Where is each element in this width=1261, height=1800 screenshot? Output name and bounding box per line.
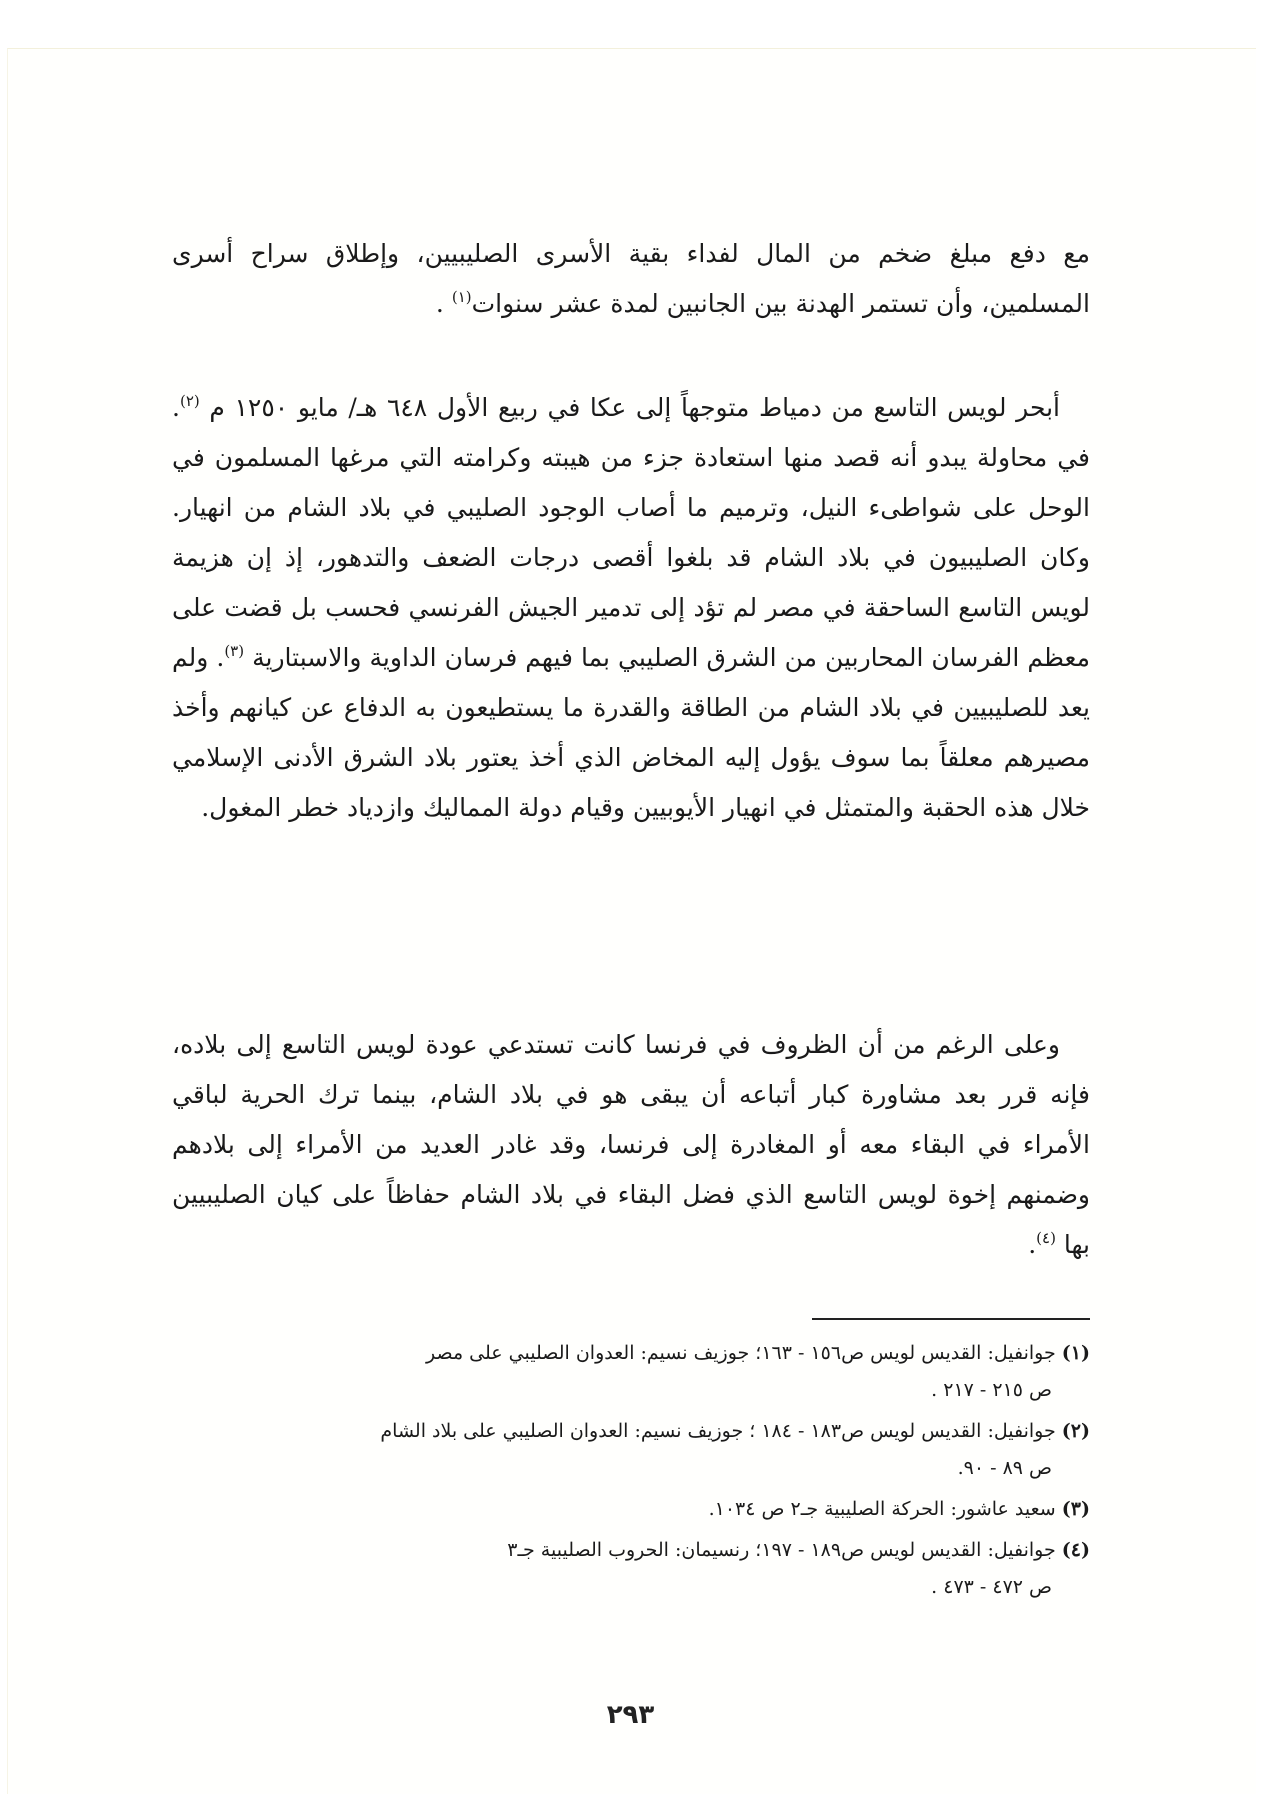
- footnote-ref-4[interactable]: (٤): [1036, 1229, 1056, 1247]
- footnote-text: جوانفيل: القديس لويس ص١٨٩ - ١٩٧؛ رنسيمان: الحروب الصليبية جـ٣: [507, 1539, 1056, 1561]
- footnote-number: (٤): [1061, 1539, 1090, 1561]
- paragraph-3-tail: .: [1028, 1230, 1037, 1259]
- paragraph-1-text: مع دفع مبلغ ضخم من المال لفداء بقية الأسرى الصليبيين، وإطلاق سراح أسرى المسلمين، وأن تستمر الهدنة بين الجانبين لمدة عشر سنوات: [172, 239, 1090, 318]
- footnote-separator: [812, 1318, 1090, 1320]
- footnote-ref-1[interactable]: (١): [451, 288, 472, 306]
- paragraph-2-text-a: أبحر لويس التاسع من دمياط متوجهاً إلى عكا في ربيع الأول ٦٤٨ هـ/ مايو ١٢٥٠ م: [199, 393, 1060, 422]
- footnotes: [178, 1335, 1090, 1610]
- paragraph-1: [172, 229, 1090, 329]
- footnote-text: جوانفيل: القديس لويس ص١٥٦ - ١٦٣؛ جوزيف نسيم: العدوان الصليبي على مصر: [426, 1342, 1056, 1364]
- footnote-number: (٣): [1061, 1498, 1090, 1520]
- page-number: ٢٩٣: [606, 1700, 655, 1730]
- footnote-continuation: ص ٤٧٢ - ٤٧٣ .: [931, 1576, 1052, 1598]
- footnote-text: جوانفيل: القديس لويس ص١٨٣ - ١٨٤ ؛ جوزيف نسيم: العدوان الصليبي على بلاد الشام: [380, 1420, 1056, 1442]
- paragraph-1-tail: .: [435, 289, 452, 318]
- footnote-3: [178, 1491, 1090, 1528]
- footnote-continuation: ص ٨٩ - ٩٠.: [957, 1457, 1052, 1479]
- footnote-number: (٢): [1061, 1420, 1090, 1442]
- footnote-2: [178, 1413, 1090, 1487]
- footnote-text: سعيد عاشور: الحركة الصليبية جـ٢ ص ١٠٣٤.: [708, 1498, 1056, 1520]
- footnote-ref-3[interactable]: (٣): [224, 642, 245, 660]
- footnote-number: (١): [1061, 1342, 1090, 1364]
- footnote-ref-2[interactable]: (٢): [179, 392, 200, 410]
- footnote-1: [178, 1335, 1090, 1409]
- footnote-4: [178, 1532, 1090, 1606]
- footnote-continuation: ص ٢١٥ - ٢١٧ .: [931, 1379, 1052, 1401]
- paragraph-3: [172, 1020, 1090, 1270]
- paragraph-2-text-b: . في محاولة يبدو أنه قصد منها استعادة جزء من هيبته وكرامته التي مرغها المسلمون في الوحل على شواطىء النيل، وترميم ما أصاب الوجود الصليبي في بلاد الشام من انهيار. وكان الصليبيون في بلاد الشام قد بلغوا أقصى درجات الضعف والتدهور، إذ إن هزيمة لويس التاسع الساحقة في مصر لم تؤد إلى تدمير الجيش الفرنسي فحسب بل قضت على معظم الفرسان المحاربين من الشرق الصليبي بما فيهم فرسان الداوية والاسبتارية: [172, 393, 1090, 672]
- paragraph-3-text: وعلى الرغم من أن الظروف في فرنسا كانت تستدعي عودة لويس التاسع إلى بلاده، فإنه قرر بعد مشاورة كبار أتباعه أن يبقى هو في بلاد الشام، بينما ترك الحرية لباقي الأمراء في البقاء معه أو المغادرة إلى فرنسا، وقد غادر العديد من الأمراء إلى بلادهم وضمنهم إخوة لويس التاسع الذي فضل البقاء في بلاد الشام حفاظاً على كيان الصليبيين بها: [172, 1030, 1090, 1259]
- paragraph-2: [172, 383, 1090, 833]
- paragraph-2-text-c: . ولم يعد للصليبيين في بلاد الشام من الطاقة والقدرة ما يستطيعون به الدفاع عن كيانهم وأخذ مصيرهم معلقاً بما سوف يؤول إليه المخاض الذي أخذ يعتور بلاد الشرق الأدنى الإسلامي خلال هذه الحقبة والمتمثل في انهيار الأيوبيين وقيام دولة المماليك وازدياد خطر المغول.: [172, 643, 1090, 822]
